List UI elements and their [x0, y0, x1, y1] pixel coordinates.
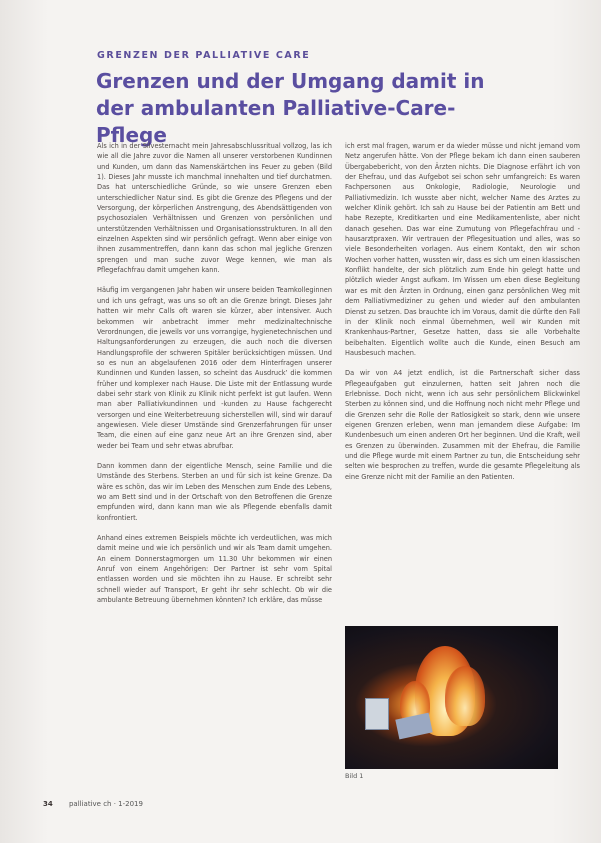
right-column — [345, 141, 580, 492]
left-column — [97, 141, 332, 615]
paragraph: Anhand eines extremen Beispiels möchte ich verdeutlichen, was mich damit meine und wie ich persönlich und wir als Team damit umgehen. An einem Donnerstagmorgen um 11.30 Uhr bekommen wir einen Anruf von einem Angehörigen: Der Partner ist sehr vom Spital entlassen worden und sie möchten ihn zu Hause. Er schreibt sehr schnell wieder auf Transport, Er geht ihr sehr schlecht. Ob wir die ambulante Betreuung übernehmen könnten? Ich erkläre, das müsse — [97, 534, 332, 605]
paragraph: Da wir von A4 jetzt endlich, ist die Partnerschaft sicher dass Pflegeaufgaben gut einzulernen, hatten seit Jahren noch die Erlebnisse. Doch nicht, wenn ich aus sehr persönlichem Blickwinkel Sterben zu können sind, und die Hoffnung noch nicht mehr Pflege und die Grenzen sehr die Rolle der Ratlosigkeit so stark, denn wie unsere eigenen Grenzen erleben, wenn man jemandem diese Aufgabe: Im Kundenbesuch um einen anderen Ort her beginnen. Und die Kraft, weil es Grenzen zu überwinden. Zusammen mit der Ehefrau, die Familie und die Pflege wurde mit einem Partner zu tun, die Entscheidung sehr selten wie besprochen zu treffen, wurde die gesamte Pflegeleitung als eine Grenze nicht mit der Familie an den Patienten. — [345, 369, 580, 481]
publication-name: palliative ch · 1-2019 — [68, 800, 143, 808]
article-title: Grenzen und der Umgang damit in der ambulanten Palliative-Care-Pflege — [96, 69, 485, 147]
fire-photo — [345, 626, 558, 769]
flame-shape — [445, 666, 485, 726]
section-kicker: GRENZEN DER PALLIATIVE CARE — [97, 50, 311, 61]
paragraph: ich erst mal fragen, warum er da wieder müsse und nicht jemand vom Netz angerufen hätte. Von der Pflege bekam ich dann einen sauberen Übergabebericht, von den Ärzten nichts. Die Diagnose erfährt ich von der Ehefrau, und das Aufgebot sei schon sehr umfangreich: Es waren Fachpersonen aus Onkologie, Radiologie, Neurologie und Palliativmedizin. Ich wusste aber nicht, welcher Name des Arztes zu welcher Klinik gehört. Ich sah zu Hause bei der Patientin am Bett und habe Rezepte, Kreditkarten und eine Medikamentenliste, aber nicht danach gesehen. Das war eine Zumutung von Pflegefachfrau und -hausarztpraxen. Wir vertrauen der Pflegesituation und alles, was so viele Besonderheiten vorlagen. Aus einem Kontakt, den wir schon Wochen vorher hatten, wussten wir, dass es sich um einen klassischen Konflikt handelte, der sich plötzlich zum Ende hin gelegt hatte und plötzlich wieder Angst aufkam. Im Wissen um eben diese Begleitung war es mit den Ärzten in Ordnung, einen ganz persönlichen Weg mit dem Palliativmediziner zu gehen und wieder auf den ambulanten Dienst zu setzen. Das brauchte ich im Voraus, damit die dürfte den Fall in der Klinik noch einmal übernehmen, weil wir Kunden mit Krankenhaus-Partner, Gesetze hatten, dass sie alle Vorbehalte beibehalten. Eigentlich wollte auch die Kunde, einen Besuch am Hausbesuch machen. — [345, 142, 580, 357]
paragraph: Als ich in der Silvesternacht mein Jahresabschlussritual vollzog, las ich wie all die Jahre zuvor die Namen all unserer verstorbenen Kundinnen und Kunden, um dann das Namenskärtchen ins Feuer zu geben (Bild 1). Dieses Jahr musste ich manchmal innehalten und tief durchatmen. Das hat unterschiedliche Gründe, so wie unsere Grenzen eben unterschiedlicher Natur sind. Es gibt die Grenze des Pflegens und der Versorgung, der körperlichen Anstrengung, des Abendsättigenden von psychosozialen Verhältnissen und Grenzen von persönlichen und unterstützenden Verhältnissen und Organisationsstrukturen. In all den einzelnen Aspekten sind wir persönlich gefragt. Wenn aber einige von ihnen zusammentreffen, dann kann das schon mal jegliche Grenzen sprengen und man suche zuvor Wege kennen, wie man als Pflegefachfrau damit umgehen kann. — [97, 142, 332, 275]
page-number: 34 — [43, 800, 53, 808]
paper-card — [365, 698, 389, 730]
page-footer — [43, 800, 143, 808]
paragraph: Dann kommen dann der eigentliche Mensch, seine Familie und die Umstände des Sterbens. Sterben an und für sich ist keine Grenze. Da wäre es schön, das wir im Leben des Menschen zum Ende des Lebens, wo am Bett sind und in der Ortschaft von den Betroffenen die Grenze empfunden wird, dann kann man wie als Pflegende ebenfalls damit konfrontiert. — [97, 461, 332, 522]
photo-caption: Bild 1 — [345, 772, 364, 780]
paragraph: Häufig im vergangenen Jahr haben wir unsere beiden Teamkolleginnen und ich uns gefragt, was uns so oft an die Grenze bringt. Dieses Jahr hatten wir mehr Calls oft waren sie kürzer, aber intensiver. Auch bekommen wir anbetracht immer mehr medizinaltechnische Verordnungen, die jeweils vor uns vorrangige, hygienetechnischen und Haltungsanforderungen zu erzeugen, die auch noch die diversen Handlungsprofile der schweren Spitäler berücksichtigen müssen. Und so es nun an abgelaufenen 2016 oder dem Hinterfragen unserer Kundinnen und Kunden lassen, so scheint das Ausdruck’ die kommen früher und komplexer nach Hause. Die Liste mit der Entlassung wurde dabei sehr stark von Klinik zu Klinik nicht perfekt ist gut laufen. Wenn man aber Palliativkundinnen und -kunden zu Hause fachgerecht versorgen und eine Weiterbetreuung sicherstellen will, sind wir darauf angewiesen. Viele dieser Umstände sind Grenzerfahrungen für unser Team, die einen auf eine ganz neue Art an ihre Grenzen sind, aber weder bei Team und sehr etwas abrufbar. — [97, 286, 332, 450]
